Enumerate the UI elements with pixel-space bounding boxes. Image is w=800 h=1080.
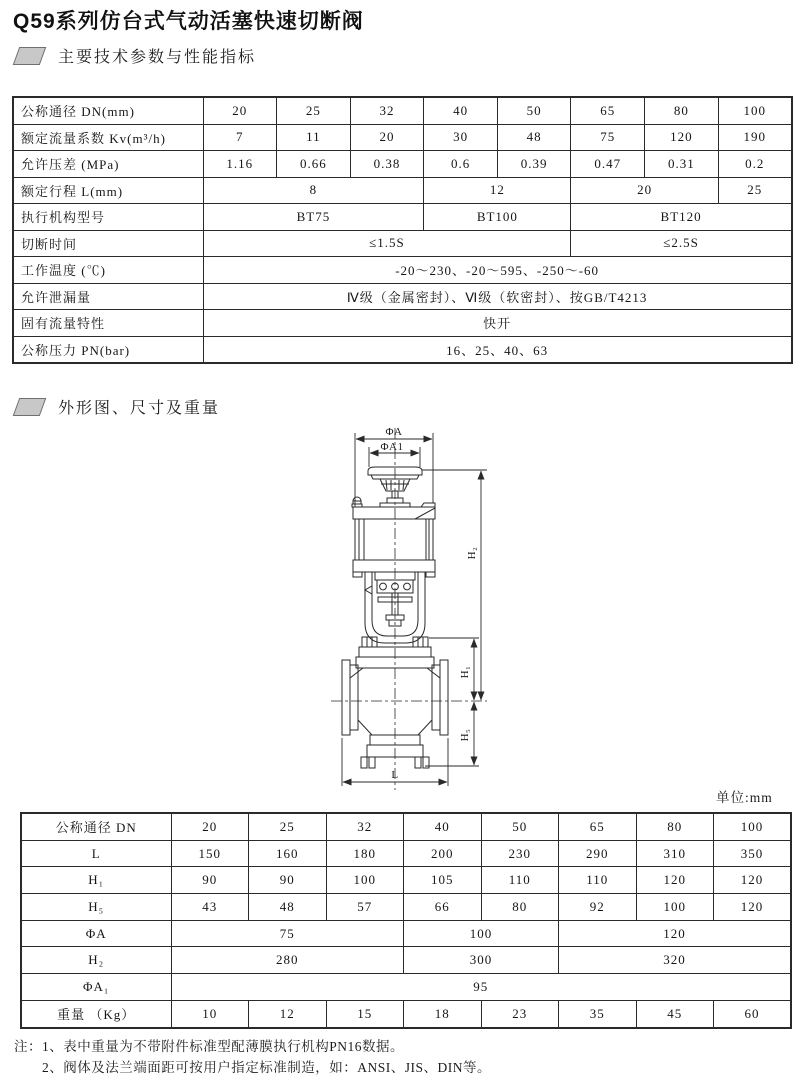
cell: 7 (203, 124, 277, 151)
cell: 32 (350, 97, 424, 124)
cell: 320 (559, 947, 792, 974)
cell: 18 (404, 1000, 482, 1027)
cell: 0.47 (571, 151, 645, 178)
row-label: 固有流量特性 (13, 310, 203, 337)
cell: 快开 (203, 310, 792, 337)
dim-phi-a1 (369, 441, 420, 467)
row-label: 执行机构型号 (13, 204, 203, 231)
table-row (21, 840, 791, 867)
table-row (21, 974, 791, 1001)
cell: 8 (203, 177, 424, 204)
cell: 120 (559, 920, 792, 947)
table-row (13, 124, 792, 151)
row-label: 公称压力 PN(bar) (13, 336, 203, 363)
cell: 180 (326, 840, 404, 867)
cell: 105 (404, 867, 482, 894)
dim-label: ΦA (385, 426, 403, 438)
footnotes (14, 1036, 491, 1078)
cell: 48 (497, 124, 571, 151)
cell: 120 (714, 867, 792, 894)
cell: 80 (636, 813, 714, 840)
table-row (21, 894, 791, 921)
cell: 25 (718, 177, 792, 204)
cell: 40 (424, 97, 498, 124)
cell: 11 (277, 124, 351, 151)
row-label: 重量 （Kg） (21, 1000, 171, 1027)
cell: 290 (559, 840, 637, 867)
cell: 30 (424, 124, 498, 151)
cell: 100 (714, 813, 792, 840)
dim-label: H₁ (459, 665, 471, 679)
table-row (13, 204, 792, 231)
cell: 100 (636, 894, 714, 921)
cell: 100 (718, 97, 792, 124)
cell: 25 (249, 813, 327, 840)
cell: 16、25、40、63 (203, 336, 792, 363)
cell: 65 (571, 97, 645, 124)
cell: 160 (249, 840, 327, 867)
footnote-prefix: 注： (14, 1039, 42, 1054)
section-heading-params (16, 44, 256, 67)
cell: 65 (559, 813, 637, 840)
footnote-text: 1、表中重量为不带附件标准型配薄膜执行机构PN16数据。 (42, 1039, 405, 1054)
row-label: H₁ (21, 867, 171, 894)
cell: 300 (404, 947, 559, 974)
table-row (13, 257, 792, 284)
table-row (13, 310, 792, 337)
cell: 20 (171, 813, 249, 840)
cell: 350 (714, 840, 792, 867)
row-label: 切断时间 (13, 230, 203, 257)
cell: ≤1.5S (203, 230, 571, 257)
cell: Ⅳ级（金属密封）、Ⅵ级（软密封）、按GB/T4213 (203, 283, 792, 310)
technical-parameters-table (12, 96, 793, 364)
dimensions-weight-table (20, 812, 792, 1029)
cell: 12 (249, 1000, 327, 1027)
table-row (13, 283, 792, 310)
dim-label: L (391, 769, 399, 781)
cell: 280 (171, 947, 404, 974)
cell: BT120 (571, 204, 792, 231)
footnote-line (14, 1036, 491, 1057)
dim-label: H₅ (459, 728, 471, 742)
parallelogram-icon (13, 47, 47, 65)
row-label: 公称通径 DN (21, 813, 171, 840)
actuator-top-plate (352, 497, 435, 519)
cell: BT75 (203, 204, 424, 231)
cell: 92 (559, 894, 637, 921)
cell: 120 (645, 124, 719, 151)
row-label: H₅ (21, 894, 171, 921)
cell: 120 (714, 894, 792, 921)
cell: 60 (714, 1000, 792, 1027)
row-label: 公称通径 DN(mm) (13, 97, 203, 124)
cell: 48 (249, 894, 327, 921)
cell: 75 (171, 920, 404, 947)
section-heading-label: 外形图、尺寸及重量 (58, 400, 221, 417)
row-label: H₂ (21, 947, 171, 974)
footnote-text: 2、阀体及法兰端面距可按用户指定标准制造，如：ANSI、JIS、DIN等。 (42, 1060, 492, 1075)
cell: 10 (171, 1000, 249, 1027)
cell: 80 (481, 894, 559, 921)
cell: 90 (171, 867, 249, 894)
table-row (21, 1000, 791, 1027)
cell: 25 (277, 97, 351, 124)
cell: 75 (571, 124, 645, 151)
row-label: L (21, 840, 171, 867)
cell: 20 (203, 97, 277, 124)
page-title: Q59系列仿台式气动活塞快速切断阀 (13, 10, 364, 33)
dim-label: H₂ (466, 546, 478, 560)
cell: 100 (404, 920, 559, 947)
cell: 110 (481, 867, 559, 894)
table-row (13, 230, 792, 257)
cell: ≤2.5S (571, 230, 792, 257)
dim-label: ΦA1 (380, 441, 404, 453)
cell: 110 (559, 867, 637, 894)
cell: 80 (645, 97, 719, 124)
cell: 35 (559, 1000, 637, 1027)
cell: 50 (497, 97, 571, 124)
row-label: 工作温度 (℃) (13, 257, 203, 284)
cell: 310 (636, 840, 714, 867)
footnote-line (14, 1057, 491, 1078)
cell: 50 (481, 813, 559, 840)
row-label: 额定行程 L(mm) (13, 177, 203, 204)
cell: 0.38 (350, 151, 424, 178)
row-label: ΦA₁ (21, 974, 171, 1001)
table-row (21, 813, 791, 840)
section-heading-label: 主要技术参数与性能指标 (58, 49, 257, 66)
row-label: 额定流量系数 Kv(m³/h) (13, 124, 203, 151)
cell: 43 (171, 894, 249, 921)
cell: 120 (636, 867, 714, 894)
cell: 90 (249, 867, 327, 894)
dim-h5 (425, 702, 479, 766)
cell: 23 (481, 1000, 559, 1027)
cell: 0.39 (497, 151, 571, 178)
table-row (21, 867, 791, 894)
cell: 15 (326, 1000, 404, 1027)
actuator-cylinder (355, 519, 433, 560)
cell: 200 (404, 840, 482, 867)
valve-outline-drawing (325, 420, 510, 795)
cell: 20 (571, 177, 718, 204)
cell: 0.31 (645, 151, 719, 178)
cell: 45 (636, 1000, 714, 1027)
table-row (13, 97, 792, 124)
cell: 95 (171, 974, 791, 1001)
cell: 57 (326, 894, 404, 921)
cell: 1.16 (203, 151, 277, 178)
table-row (21, 947, 791, 974)
row-label: 允许泄漏量 (13, 283, 203, 310)
row-label: ΦA (21, 920, 171, 947)
table-row (13, 177, 792, 204)
cell: 32 (326, 813, 404, 840)
cell: 66 (404, 894, 482, 921)
cell: 0.2 (718, 151, 792, 178)
cell: 190 (718, 124, 792, 151)
cell: 0.6 (424, 151, 498, 178)
cell: 150 (171, 840, 249, 867)
cell: 12 (424, 177, 571, 204)
cell: -20～230、-20～595、-250～-60 (203, 257, 792, 284)
table-row (21, 920, 791, 947)
section-heading-dimensions (16, 395, 220, 418)
table-row (13, 336, 792, 363)
cell: 100 (326, 867, 404, 894)
cell: BT100 (424, 204, 571, 231)
dim-h1 (429, 638, 479, 700)
unit-note: 单位:mm (716, 790, 773, 805)
row-label: 允许压差 (MPa) (13, 151, 203, 178)
cell: 40 (404, 813, 482, 840)
cell: 20 (350, 124, 424, 151)
cell: 0.66 (277, 151, 351, 178)
parallelogram-icon (13, 398, 47, 416)
cell: 230 (481, 840, 559, 867)
table-row (13, 151, 792, 178)
